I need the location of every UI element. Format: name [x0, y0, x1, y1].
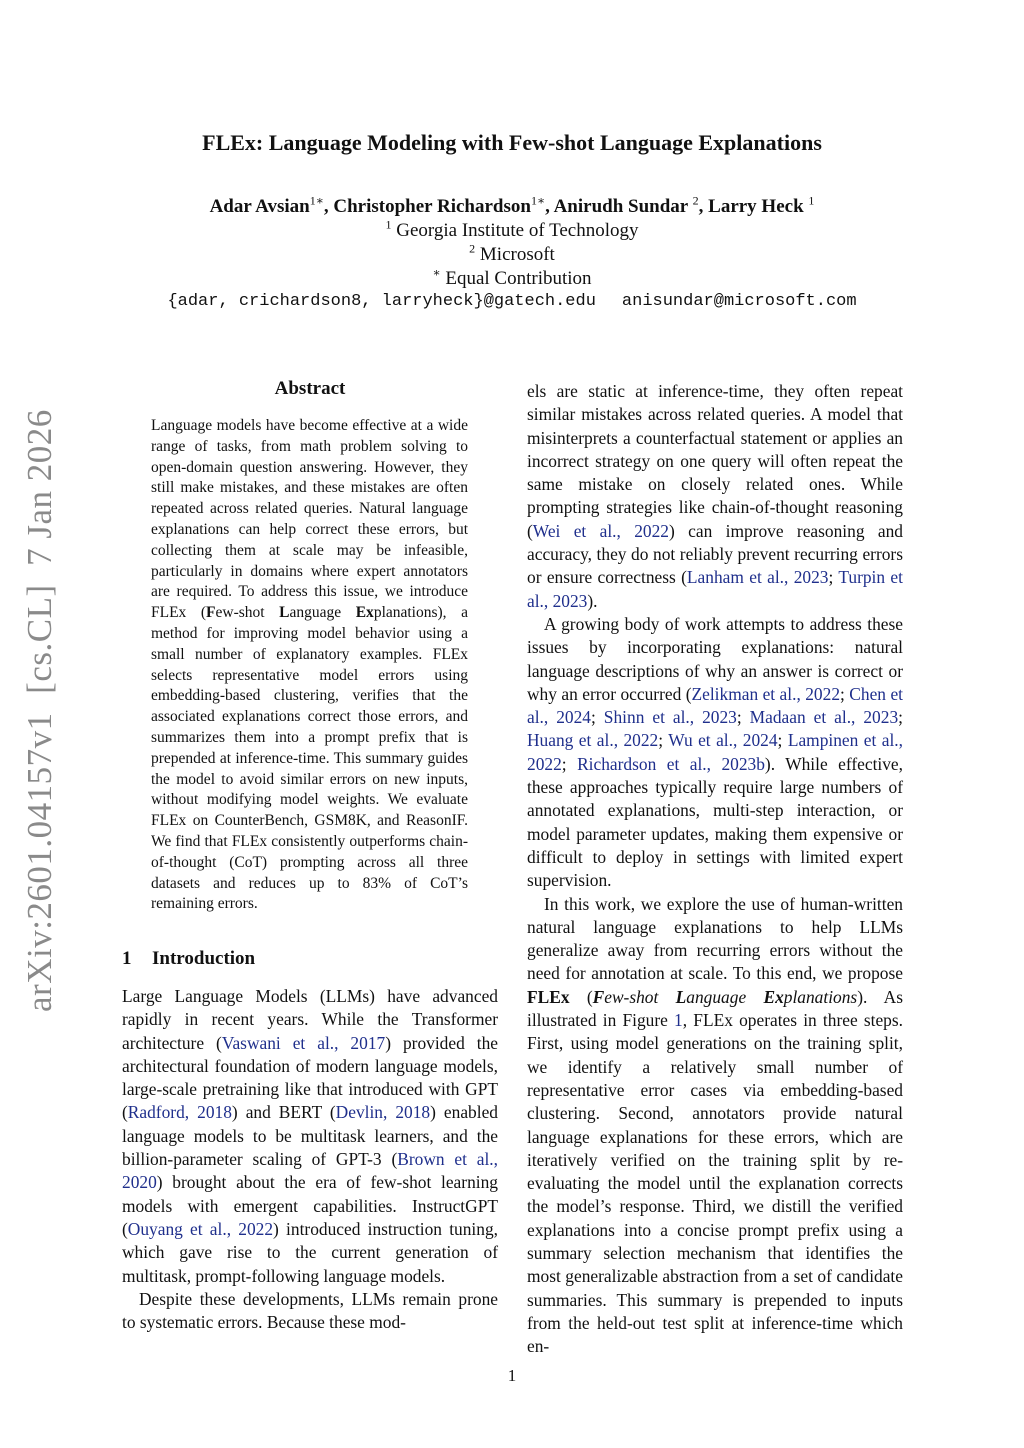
- citation-link[interactable]: Lampinen et al., 2022: [527, 730, 904, 774]
- text-run: ) introduced instruction tuning, which gave rise to the current generation of multitask, prompt-following language models.: [122, 1218, 498, 1286]
- text-run: F: [206, 604, 216, 622]
- citation-link[interactable]: Devlin, 2018: [335, 1102, 431, 1123]
- text-run: ). While effective, these approaches typically require large numbers of annotated explanations, multi-step interaction, or model parameter updates, making them expensive or difficult to deploy in settings with limited expert supervision.: [527, 753, 903, 891]
- text-run: ;: [561, 753, 578, 774]
- text-run: Language models have become effective at a wide range of tasks, from math problem solving to open-domain question answering. However, they still make mistakes, and these mistakes are often repeated across related queries. Natural language explanations can help correct these errors, but collecting them at scale may be infeasible, particularly in domains where expert annotators are required. To address this issue, we introduce FLEx (: [151, 417, 468, 622]
- citation-link[interactable]: Vaswani et al., 2017: [221, 1032, 386, 1053]
- citation-link[interactable]: 1: [674, 1010, 683, 1031]
- citation-link[interactable]: Richardson et al., 2023b: [577, 753, 765, 774]
- text-run: , FLEx operates in three steps. First, using model generations on the training split, we identify a relatively small number of representative error cases via embedding-based clustering. Second, annotators provide natural language explanations for these errors, which are iteratively verified on the training split by re-evaluating the model until the explanation corrects the model’s response. Third, we distill the verified explanations into a concise prompt prefix using a summary selection mechanism that identifies the most generalizable abstraction from a set of candidate summaries. This summary is prepended to inputs from the held-out test split at inference-time which en-: [527, 1010, 903, 1357]
- email-microsoft: anisundar@microsoft.com: [621, 292, 857, 311]
- citation-link[interactable]: Wu et al., 2024: [668, 730, 778, 751]
- text-run: ). As illustrated in Figure: [527, 986, 904, 1031]
- abstract-heading: Abstract: [274, 378, 346, 399]
- email-gatech: {adar, crichardson8, larryheck}@gatech.edu: [167, 292, 596, 311]
- text-run: ) provided the architectural foundation of modern language models, large-scale pretraining like that introduced with GPT (: [122, 1032, 498, 1123]
- citation-link[interactable]: Wei et al., 2022: [532, 520, 669, 541]
- author-list: [0, 193, 1024, 218]
- paragraph: [122, 1288, 498, 1335]
- text-run: ;: [828, 567, 839, 588]
- text-run: (: [569, 986, 593, 1007]
- text-run: ) can improve reasoning and accuracy, they do not reliably prevent recurring errors or ensure correctness (: [527, 520, 903, 588]
- author: Adar Avsian$^{1∗}$,: [209, 193, 334, 217]
- arxiv-identifier: arXiv:2601.04157v1 [cs.CL] 7 Jan 2026: [20, 409, 59, 1012]
- text-run: ).: [587, 590, 598, 611]
- citation-link[interactable]: Huang et al., 2022: [527, 730, 659, 751]
- paragraph: [527, 380, 903, 613]
- author: Christopher Richardson$^{1∗}$,: [333, 193, 554, 217]
- paragraph: [527, 613, 903, 893]
- text-run: ;: [898, 707, 903, 728]
- text-run: L: [279, 604, 290, 622]
- paragraph: [527, 893, 903, 1359]
- text-run: ew-shot: [604, 986, 676, 1007]
- text-run: L: [675, 986, 687, 1007]
- citation-link[interactable]: Turpin et al., 2023: [527, 567, 903, 611]
- citation-link[interactable]: Radford, 2018: [127, 1102, 232, 1123]
- text-run: ) enabled language models to be multitask learners, and the billion-parameter scaling of GPT-3 (: [122, 1102, 498, 1170]
- affiliation: $^1$ Georgia Institute of Technology: [385, 217, 639, 241]
- left-column-text: [122, 985, 498, 1334]
- text-run: Ex: [355, 604, 374, 622]
- citation-link[interactable]: Zelikman et al., 2022: [691, 683, 841, 704]
- text-run: ew-shot: [215, 604, 280, 622]
- text-run: anguage: [686, 986, 764, 1007]
- text-run: ;: [591, 707, 604, 728]
- section-heading: 1 Introduction: [122, 948, 256, 969]
- page-number: 1: [507, 1366, 517, 1385]
- text-run: FLEx: [527, 986, 570, 1007]
- text-run: ;: [736, 707, 750, 728]
- author: Larry Heck $^1$: [708, 193, 815, 217]
- author-emails: [0, 292, 1024, 311]
- citation-link[interactable]: Brown et al., 2020: [122, 1149, 498, 1193]
- text-run: A growing body of work attempts to address these issues by incorporating explanations: natural language descriptions of why an answer is correct or why an error occurred (: [527, 613, 903, 704]
- text-run: anguage: [289, 604, 356, 622]
- citation-link[interactable]: Ouyang et al., 2022: [127, 1218, 274, 1239]
- affiliation: $^2$ Microsoft: [469, 241, 555, 265]
- paper-title: FLEx: Language Modeling with Few-shot Language Explanations: [202, 130, 822, 155]
- text-run: ;: [840, 683, 850, 704]
- text-run: Despite these developments, LLMs remain prone to systematic errors. Because these mod-: [122, 1288, 498, 1333]
- text-run: In this work, we explore the use of human-written natural language explanations to help LLMs generalize away from recurring errors without the need for annotation at scale. To this end, we propose: [527, 893, 903, 984]
- text-run: ) brought about the era of few-shot learning models with emergent capabilities. InstructGPT (: [122, 1172, 498, 1239]
- citation-link[interactable]: Shinn et al., 2023: [603, 707, 737, 728]
- abstract-body: [151, 416, 468, 915]
- right-column-text: [527, 380, 903, 1358]
- text-run: planations), a method for improving model behavior using a small number of explanatory examples. FLEx selects representative model errors using embedding-based clustering, verifies that the associated explanations correct those errors, and summarizes them into a prompt prefix that is prepended at inference-time. This summary guides the model to avoid similar errors on new inputs, without modifying model weights. We evaluate FLEx on CounterBench, GSM8K, and ReasonIF. We find that FLEx consistently outperforms chain-of-thought (CoT) prompting across all three datasets and reduces up to 83% of CoT’s remaining errors.: [151, 604, 469, 913]
- text-run: els are static at inference-time, they often repeat similar mistakes across related queries. A model that misinterprets a counterfactual statement or applies an incorrect strategy on one query will often repeat the same mistake on closely related ones. While prompting strategies like chain-of-thought reasoning (: [527, 381, 903, 541]
- affiliation-note: ∗ Equal Contribution: [432, 265, 592, 289]
- author: Anirudh Sundar $^2$,: [553, 193, 709, 217]
- text-run: ;: [658, 730, 669, 751]
- citation-link[interactable]: Lanham et al., 2023: [686, 567, 829, 588]
- text-run: F: [592, 986, 605, 1007]
- text-run: planations: [783, 986, 858, 1007]
- citation-link[interactable]: Madaan et al., 2023: [749, 707, 899, 728]
- text-run: ;: [777, 730, 788, 751]
- text-run: Ex: [763, 986, 784, 1007]
- text-run: Large Language Models (LLMs) have advanced rapidly in recent years. While the Transformer architecture (: [122, 986, 498, 1053]
- citation-link[interactable]: Chen et al., 2024: [527, 683, 903, 728]
- text-run: ) and BERT (: [231, 1102, 336, 1123]
- paragraph: [122, 985, 498, 1288]
